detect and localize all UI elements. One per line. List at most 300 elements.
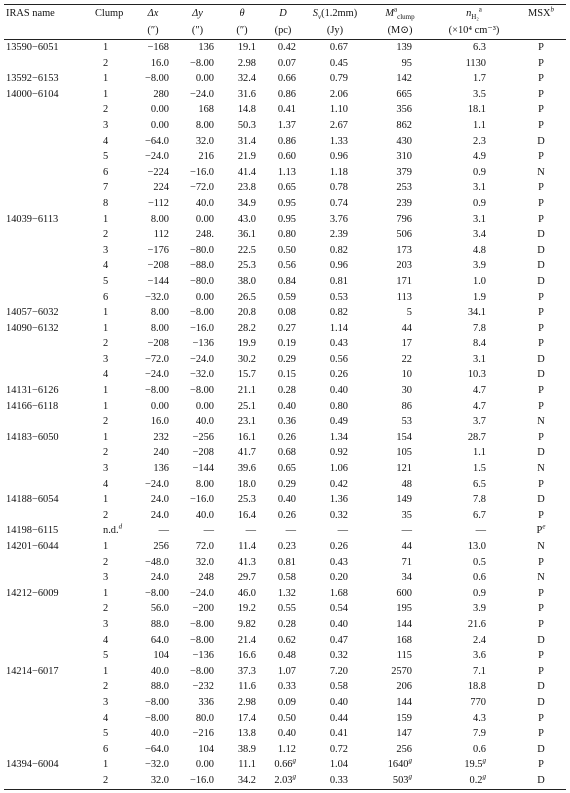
cell-msx-value: P: [538, 57, 544, 69]
cell-dy-value: −88.0: [189, 260, 214, 272]
cell-d: [264, 508, 302, 524]
cell-msx-value: P: [538, 307, 544, 319]
cell-dx-value: 24.0: [150, 494, 169, 506]
cell-density-value: 3.5: [473, 88, 486, 100]
cell-flux-value: 0.33: [329, 774, 348, 786]
cell-flux-value: 0.43: [329, 338, 348, 350]
cell-iras-name: [4, 383, 91, 399]
cell-dy: [175, 71, 220, 87]
cell-density-value: 18.1: [467, 104, 486, 116]
cell-msx-value: P: [538, 650, 544, 662]
cell-density-value: 6.3: [473, 42, 486, 53]
cell-density-value: 0.6: [473, 743, 486, 755]
cell-theta-value: 23.8: [237, 182, 256, 194]
cell-mass: [368, 757, 432, 773]
cell-d: [264, 757, 302, 773]
cell-dy: [175, 726, 220, 742]
cell-dx: [131, 56, 175, 72]
cell-dx: [131, 508, 175, 524]
cell-flux-value: 0.56: [329, 353, 348, 365]
cell-flux-value: 1.04: [329, 759, 348, 771]
cell-iras-name: [4, 570, 91, 586]
cell-flux-value: 0.26: [329, 541, 348, 552]
cell-dx: [131, 430, 175, 446]
cell-clump: [91, 102, 131, 118]
cell-clump: [91, 617, 131, 633]
cell-dx-value: −168: [147, 42, 169, 53]
cell-dy-value: 32.0: [195, 556, 214, 568]
cell-d-value: 0.40: [277, 494, 296, 506]
cell-theta-value: 21.1: [237, 385, 256, 397]
cell-iras-name: [4, 757, 91, 773]
cell-clump-value: 1: [103, 541, 109, 552]
cell-theta-value: 13.8: [237, 728, 256, 740]
cell-dx-value: 0.00: [150, 119, 169, 131]
cell-iras-name: [4, 492, 91, 508]
cell-dy: [175, 742, 220, 758]
cell-flux-value: 2.06: [329, 88, 348, 100]
cell-msx-value: D: [537, 369, 545, 381]
cell-dx: [131, 742, 175, 758]
cell-density: [432, 196, 516, 212]
cell-dy: [175, 212, 220, 228]
cell-d-value: 0.95: [277, 197, 296, 209]
cell-mass-value: 2570: [391, 665, 412, 677]
cell-theta-value: 39.6: [237, 463, 256, 475]
cell-mass-value: 17: [401, 338, 412, 350]
cell-mass-value: 503: [392, 774, 409, 786]
cell-iras-name: [4, 367, 91, 383]
cell-mass: [368, 648, 432, 664]
cell-dy-value: −144: [192, 463, 214, 475]
cell-dx: [131, 165, 175, 181]
cell-d: [264, 290, 302, 306]
cell-density-value: 0.9: [473, 587, 486, 599]
cell-dy-value: −24.0: [189, 88, 214, 100]
cell-iras-name: [4, 523, 91, 539]
cell-dx-value: 280: [153, 88, 169, 100]
cell-msx: [516, 648, 566, 664]
cell-flux: [302, 773, 368, 789]
cell-density-value: 4.8: [473, 244, 486, 256]
cell-flux-value: 0.26: [329, 369, 348, 381]
cell-flux: [302, 165, 368, 181]
cell-d-value: 0.27: [277, 322, 296, 334]
cell-clump-value: 5: [103, 275, 109, 287]
cell-theta: [220, 586, 264, 602]
cell-mass-value: 105: [396, 447, 412, 459]
cell-dx-value: 256: [153, 541, 169, 552]
cell-dx-value: −176: [147, 244, 169, 256]
cell-density: [432, 711, 516, 727]
cell-mass: [368, 243, 432, 259]
table-row: [4, 726, 566, 742]
cell-dy: [175, 757, 220, 773]
cell-mass-value: 86: [401, 400, 412, 412]
table-row: [4, 539, 566, 555]
cell-dx: [131, 383, 175, 399]
cell-density: [432, 555, 516, 571]
cell-d: [264, 305, 302, 321]
cell-d: [264, 149, 302, 165]
cell-dx-value: −32.0: [144, 759, 169, 771]
cell-theta: [220, 414, 264, 430]
cell-clump-value: 2: [103, 229, 109, 241]
cell-clump: [91, 212, 131, 228]
header-flux-sub: ν: [318, 12, 322, 21]
cell-msx-value: N: [537, 166, 545, 178]
cell-theta-value: 11.1: [238, 759, 256, 771]
cell-iras-name: [4, 445, 91, 461]
header-msx-sup: b: [550, 5, 555, 14]
cell-d-value: 0.86: [277, 88, 296, 100]
cell-dy-value: −72.0: [189, 182, 214, 194]
cell-iras-name: [4, 773, 91, 789]
cell-dy: [175, 352, 220, 368]
cell-msx: [516, 711, 566, 727]
table-row: [4, 445, 566, 461]
cell-mass-value: —: [401, 525, 412, 537]
cell-flux-value: 2.67: [329, 119, 348, 131]
cell-density: [432, 757, 516, 773]
cell-dy-value: 0.00: [195, 213, 214, 225]
cell-d: [264, 664, 302, 680]
cell-d-value: 0.66: [274, 759, 293, 771]
cell-d: [264, 586, 302, 602]
cell-flux: [302, 71, 368, 87]
cell-dx: [131, 149, 175, 165]
cell-theta: [220, 430, 264, 446]
cell-flux: [302, 134, 368, 150]
cell-mass-value: 22: [401, 353, 412, 365]
cell-flux: [302, 352, 368, 368]
cell-flux: [302, 570, 368, 586]
table-row: [4, 180, 566, 196]
table-row: [4, 212, 566, 228]
cell-dx: [131, 773, 175, 789]
cell-dx-value: −8.00: [144, 712, 169, 724]
cell-iras-name-value: 13590−6051: [6, 42, 59, 53]
cell-msx: [516, 180, 566, 196]
cell-d-value: 0.59: [277, 291, 296, 303]
cell-mass-value: 430: [396, 135, 412, 147]
cell-dx: [131, 539, 175, 555]
cell-dx: [131, 399, 175, 415]
cell-flux-value: 0.92: [329, 447, 348, 459]
cell-msx-value: P: [536, 525, 543, 537]
cell-density-value: 8.4: [473, 338, 486, 350]
cell-dx: [131, 414, 175, 430]
cell-theta-value: 9.82: [237, 618, 256, 630]
cell-mass: [368, 633, 432, 649]
cell-flux-value: 0.42: [329, 478, 348, 490]
cell-clump-value: 2: [103, 603, 109, 615]
cell-theta: [220, 773, 264, 789]
cell-theta-value: 41.3: [237, 556, 256, 568]
cell-density-value: 6.7: [473, 509, 486, 521]
cell-iras-name-value: 14057−6032: [6, 307, 59, 319]
cell-mass: [368, 56, 432, 72]
cell-density: [432, 336, 516, 352]
cell-clump: [91, 679, 131, 695]
cell-flux: [302, 586, 368, 602]
cell-clump-value: 2: [103, 509, 109, 521]
cell-theta-value: 41.4: [237, 166, 256, 178]
table-row: [4, 290, 566, 306]
cell-d: [264, 321, 302, 337]
cell-dy: [175, 165, 220, 181]
cell-iras-name: [4, 508, 91, 524]
cell-iras-name-value: 14214−6017: [6, 665, 59, 677]
cell-density: [432, 586, 516, 602]
table-row: [4, 243, 566, 259]
cell-mass: [368, 196, 432, 212]
cell-mass-value: 10: [401, 369, 412, 381]
cell-d-value: 0.19: [277, 338, 296, 350]
cell-msx: [516, 258, 566, 274]
clump-properties-table: [4, 4, 566, 790]
cell-dy-value: −80.0: [189, 275, 214, 287]
cell-density: [432, 773, 516, 789]
cell-clump-value: 4: [103, 634, 109, 646]
cell-flux-value: 0.45: [329, 57, 348, 69]
cell-dx: [131, 243, 175, 259]
cell-clump-value: 1: [103, 587, 109, 599]
cell-theta: [220, 664, 264, 680]
cell-density-value: 1.9: [473, 291, 486, 303]
cell-dy: [175, 102, 220, 118]
cell-mass: [368, 399, 432, 415]
cell-flux: [302, 180, 368, 196]
cell-dy: [175, 40, 220, 56]
cell-d: [264, 196, 302, 212]
cell-d-value: 0.65: [277, 182, 296, 194]
cell-flux-value: 1.34: [329, 431, 348, 443]
cell-theta: [220, 367, 264, 383]
cell-density: [432, 461, 516, 477]
cell-d-value: 0.26: [277, 509, 296, 521]
cell-theta: [220, 508, 264, 524]
cell-dy-value: 8.00: [195, 119, 214, 131]
cell-d-value: 0.40: [277, 728, 296, 740]
cell-density-value: 3.1: [473, 182, 486, 194]
cell-dx-value: −8.00: [144, 385, 169, 397]
cell-theta: [220, 352, 264, 368]
cell-iras-name: [4, 321, 91, 337]
cell-mass: [368, 149, 432, 165]
cell-d-value: 0.62: [277, 634, 296, 646]
cell-dx: [131, 274, 175, 290]
cell-msx-value: P: [538, 182, 544, 194]
cell-d-value: 2.03: [274, 774, 293, 786]
table-row: [4, 601, 566, 617]
cell-density-value: 1.1: [473, 447, 486, 459]
cell-theta-value: 11.4: [238, 541, 256, 552]
cell-dx-value: −48.0: [144, 556, 169, 568]
cell-msx: [516, 773, 566, 789]
cell-flux: [302, 399, 368, 415]
cell-d: [264, 383, 302, 399]
cell-clump: [91, 40, 131, 56]
table-row: [4, 695, 566, 711]
cell-clump-value: 3: [103, 119, 109, 131]
header-unit-density: (×10⁴ cm⁻³): [432, 22, 516, 40]
cell-msx: [516, 430, 566, 446]
cell-d: [264, 367, 302, 383]
cell-clump: [91, 648, 131, 664]
cell-density: [432, 227, 516, 243]
cell-flux: [302, 243, 368, 259]
cell-d-value: 1.32: [277, 587, 296, 599]
cell-d: [264, 180, 302, 196]
cell-d: [264, 742, 302, 758]
cell-flux: [302, 633, 368, 649]
cell-clump-value: 6: [103, 166, 109, 178]
cell-dx-value: 16.0: [150, 57, 169, 69]
cell-dy-value: 40.0: [195, 509, 214, 521]
cell-d: [264, 212, 302, 228]
cell-theta-value: 25.1: [237, 400, 256, 412]
cell-density-value: 3.1: [473, 353, 486, 365]
cell-mass-value: 34: [401, 572, 412, 584]
cell-clump-value: 1: [103, 759, 109, 771]
cell-flux: [302, 56, 368, 72]
cell-theta: [220, 648, 264, 664]
cell-clump-value: 2: [103, 338, 109, 350]
cell-d-value: 0.58: [277, 572, 296, 584]
cell-d: [264, 445, 302, 461]
cell-dy: [175, 664, 220, 680]
cell-dx: [131, 196, 175, 212]
cell-dy-value: 216: [198, 151, 214, 163]
cell-d: [264, 773, 302, 789]
header-unit-dx: (″): [131, 22, 175, 40]
cell-d: [264, 118, 302, 134]
cell-clump: [91, 742, 131, 758]
cell-clump: [91, 633, 131, 649]
cell-density: [432, 570, 516, 586]
cell-iras-name: [4, 196, 91, 212]
cell-theta: [220, 118, 264, 134]
cell-iras-name-value: 14000−6104: [6, 88, 59, 100]
cell-msx-value: P: [538, 603, 544, 615]
cell-dx: [131, 134, 175, 150]
table-row: [4, 757, 566, 773]
cell-d-value: 0.60: [277, 151, 296, 163]
cell-clump: [91, 399, 131, 415]
cell-flux: [302, 258, 368, 274]
cell-clump: [91, 227, 131, 243]
header-unit-d: (pc): [264, 22, 302, 40]
cell-d: [264, 40, 302, 56]
cell-clump-value: 6: [103, 743, 109, 755]
cell-dy-value: −8.00: [189, 618, 214, 630]
cell-iras-name-value: 14183−6050: [6, 431, 59, 443]
cell-dy-value: −16.0: [189, 494, 214, 506]
table-row: [4, 414, 566, 430]
cell-msx: [516, 477, 566, 493]
cell-msx: [516, 445, 566, 461]
cell-mass-value: 253: [396, 182, 412, 194]
cell-dx-value: −144: [147, 275, 169, 287]
cell-msx: [516, 352, 566, 368]
cell-theta: [220, 71, 264, 87]
header-mass-symbol: M: [385, 7, 395, 19]
cell-clump: [91, 321, 131, 337]
cell-iras-name: [4, 695, 91, 711]
cell-d: [264, 71, 302, 87]
cell-density: [432, 679, 516, 695]
cell-density: [432, 445, 516, 461]
cell-flux-value: 3.76: [329, 213, 348, 225]
cell-msx-value: D: [537, 696, 545, 708]
cell-density-footnote: g: [482, 772, 486, 781]
cell-msx-value: D: [537, 681, 545, 693]
cell-msx: [516, 679, 566, 695]
cell-mass-value: 144: [396, 696, 412, 708]
cell-mass-value: 142: [396, 73, 412, 85]
cell-dx-value: 8.00: [150, 213, 169, 225]
cell-dx: [131, 321, 175, 337]
cell-mass-value: 168: [396, 634, 412, 646]
cell-d-value: 0.28: [277, 385, 296, 397]
cell-dx-value: 40.0: [150, 728, 169, 740]
cell-clump-value: 2: [103, 57, 109, 69]
cell-mass-value: 171: [396, 275, 412, 287]
cell-msx-value: P: [538, 88, 544, 100]
cell-msx: [516, 212, 566, 228]
cell-mass: [368, 414, 432, 430]
cell-theta-value: 46.0: [237, 587, 256, 599]
cell-flux: [302, 149, 368, 165]
cell-theta-value: 28.2: [237, 322, 256, 334]
cell-density: [432, 477, 516, 493]
cell-dx-value: 232: [153, 431, 169, 443]
cell-iras-name: [4, 149, 91, 165]
cell-density-value: 28.7: [467, 431, 486, 443]
cell-flux: [302, 461, 368, 477]
cell-msx-value: P: [538, 759, 544, 771]
cell-mass: [368, 87, 432, 103]
cell-d: [264, 336, 302, 352]
cell-dy: [175, 430, 220, 446]
cell-mass-value: 44: [401, 541, 412, 552]
cell-iras-name: [4, 118, 91, 134]
cell-dy-value: −136: [192, 650, 214, 662]
cell-d: [264, 461, 302, 477]
cell-density-value: 2.4: [473, 634, 486, 646]
cell-mass: [368, 118, 432, 134]
cell-mass-value: 379: [396, 166, 412, 178]
cell-iras-name: [4, 352, 91, 368]
cell-flux-value: 0.32: [329, 509, 348, 521]
cell-clump: [91, 601, 131, 617]
table-row: [4, 40, 566, 56]
cell-flux: [302, 336, 368, 352]
cell-mass-value: 796: [396, 213, 412, 225]
cell-mass: [368, 212, 432, 228]
table-header: [4, 5, 566, 40]
cell-clump-value: 1: [103, 213, 109, 225]
cell-iras-name: [4, 648, 91, 664]
cell-iras-name: [4, 742, 91, 758]
cell-msx: [516, 149, 566, 165]
cell-clump: [91, 586, 131, 602]
cell-dy-value: −8.00: [189, 307, 214, 319]
cell-dx-value: −8.00: [144, 587, 169, 599]
cell-flux-value: 0.43: [329, 556, 348, 568]
cell-msx-value: D: [537, 135, 545, 147]
